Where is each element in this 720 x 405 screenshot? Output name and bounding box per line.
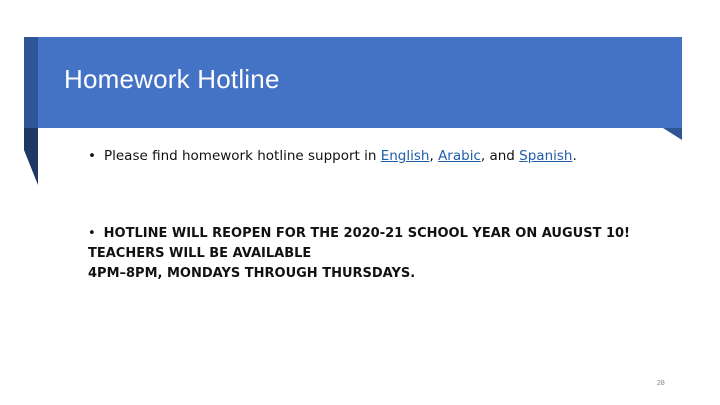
english-link[interactable]: English (380, 148, 430, 164)
arabic-link[interactable]: Arabic (438, 148, 481, 164)
period: . (572, 148, 577, 164)
page-number: 28 (657, 380, 665, 387)
notice-line-2: TEACHERS WILL BE AVAILABLE (88, 246, 312, 261)
support-bullet (88, 148, 577, 164)
support-text: Please find homework hotline support in (103, 148, 381, 164)
bullet-dot: • (88, 148, 96, 164)
ribbon-fold-mid (24, 37, 38, 128)
separator: , (429, 148, 439, 164)
notice-line-1-text: HOTLINE WILL REOPEN FOR THE 2020-21 SCHOOL YEAR ON AUGUST 10! (103, 226, 630, 241)
notice-line-3: 4PM–8PM, MONDAYS THROUGH THURSDAYS. (88, 266, 416, 281)
slide-title: Homework Hotline (64, 64, 280, 94)
separator: , and (480, 148, 520, 164)
notice-line-1 (88, 224, 630, 244)
spanish-link[interactable]: Spanish (519, 148, 573, 164)
reopen-notice (88, 224, 630, 284)
bullet-dot: • (88, 226, 96, 241)
